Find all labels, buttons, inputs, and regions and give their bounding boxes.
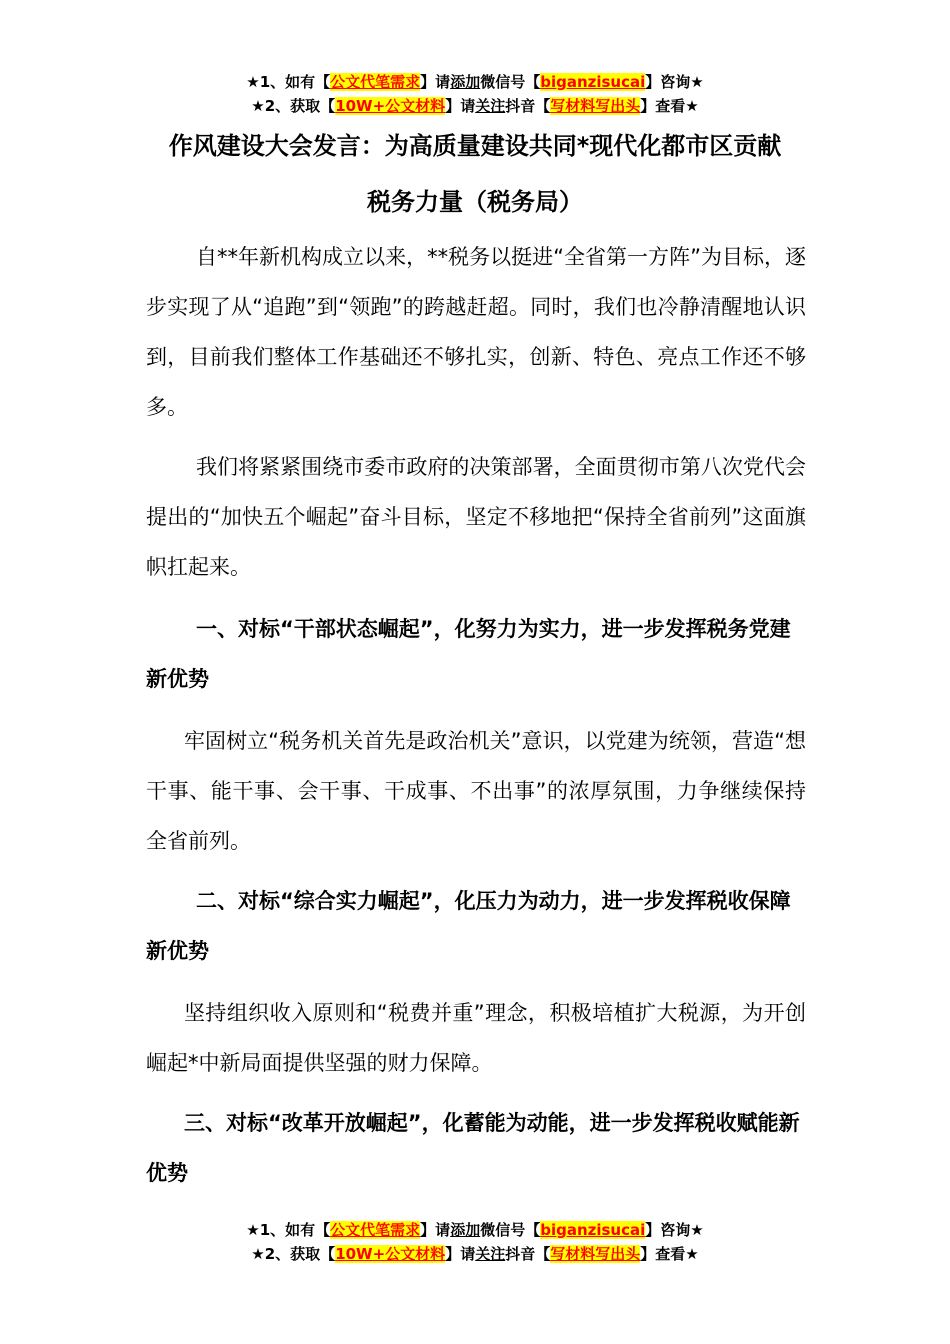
banner-highlight: 公文代笔需求 — [330, 1221, 421, 1239]
paragraph-3: 牢固树立“税务机关首先是政治机关”意识，以党建为统领，营造“想干事、能干事、会干事、干成事、不出事”的浓厚氛围，力争继续保持全省前列。 — [146, 729, 806, 853]
banner-highlight: 10W+公文材料 — [335, 97, 446, 115]
banner-text: 】请 — [420, 1221, 451, 1239]
banner-underline: 关注 — [475, 97, 506, 115]
banner-text: ★1、如有【 — [246, 73, 331, 91]
section-heading-1: 一、对标“干部状态崛起”，化努力为实力，进一步发挥税务党建新优势 — [146, 617, 791, 691]
top-banner — [0, 70, 950, 118]
banner-text: ★2、获取【 — [251, 1245, 336, 1263]
banner-highlight: biganzisucai — [540, 1221, 646, 1239]
section-heading-2: 二、对标“综合实力崛起”，化压力为动力，进一步发挥税收保障新优势 — [146, 889, 791, 963]
banner-text: 微信号【 — [480, 73, 541, 91]
banner-text: ★2、获取【 — [251, 97, 336, 115]
banner-text: 】查看★ — [640, 97, 699, 115]
title-line-1: 作风建设大会发言：为高质量建设共同*现代化都市区贡献 — [168, 132, 782, 160]
banner-line-2 — [0, 1242, 950, 1266]
banner-text: 抖音【 — [505, 1245, 551, 1263]
title-line-2: 税务力量（税务局） — [367, 188, 583, 216]
banner-text: 抖音【 — [505, 97, 551, 115]
document-title — [120, 118, 830, 230]
banner-underline: 添加 — [450, 1221, 481, 1239]
banner-line-1 — [0, 70, 950, 94]
banner-text: 】请 — [445, 1245, 476, 1263]
banner-line-1 — [0, 1218, 950, 1242]
banner-text: 微信号【 — [480, 1221, 541, 1239]
banner-highlight: 写材料写出头 — [550, 1245, 641, 1263]
bottom-banner — [0, 1218, 950, 1266]
banner-highlight: 10W+公文材料 — [335, 1245, 446, 1263]
banner-text: 】请 — [420, 73, 451, 91]
paragraph-2: 我们将紧紧围绕市委市政府的决策部署，全面贯彻市第八次党代会提出的“加快五个崛起”奋斗目标，坚定不移地把“保持全省前列”这面旗帜扛起来。 — [146, 455, 806, 579]
paragraph-4: 坚持组织收入原则和“税费并重”理念，积极培植扩大税源，为开创崛起*中新局面提供坚强的财力保障。 — [146, 1001, 806, 1075]
banner-text: 】咨询★ — [645, 73, 704, 91]
banner-highlight: 公文代笔需求 — [330, 73, 421, 91]
banner-text: 】请 — [445, 97, 476, 115]
banner-underline: 添加 — [450, 73, 481, 91]
banner-line-2 — [0, 94, 950, 118]
banner-highlight: 写材料写出头 — [550, 97, 641, 115]
banner-text: 】咨询★ — [645, 1221, 704, 1239]
banner-highlight: biganzisucai — [540, 73, 646, 91]
banner-text: ★1、如有【 — [246, 1221, 331, 1239]
banner-underline: 关注 — [475, 1245, 506, 1263]
section-heading-3: 三、对标“改革开放崛起”，化蓄能为动能，进一步发挥税收赋能新优势 — [146, 1111, 800, 1185]
banner-text: 】查看★ — [640, 1245, 699, 1263]
paragraph-1: 自**年新机构成立以来，**税务以挺进“全省第一方阵”为目标，逐步实现了从“追跑”到“领跑”的跨越赶超。同时，我们也冷静清醒地认识到，目前我们整体工作基础还不够扎实，创新、特色、亮点工作还不够多。 — [146, 245, 806, 419]
